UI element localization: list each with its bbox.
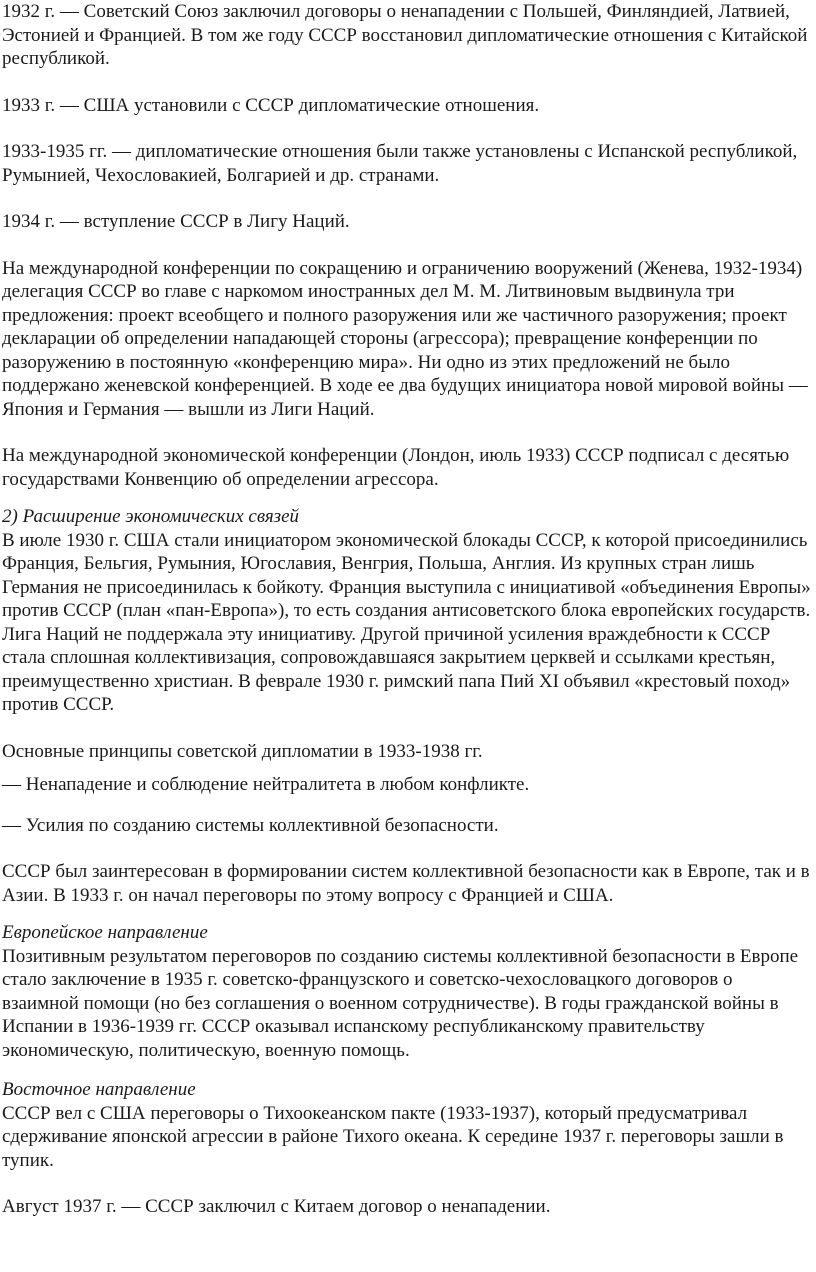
paragraph-london-conference: На международной экономической конференции (Лондон, июль 1933) СССР подписал с десятью государствами Конвенцию об определении агрессора.	[2, 445, 790, 490]
principles-summary: СССР был заинтересован в формировании систем коллективной безопасности как в Европе, так и в Азии. В 1933 г. он начал переговоры по этому вопросу с Францией и США.	[2, 861, 810, 906]
section-economic-text: В июле 1930 г. США стали инициатором экономической блокады СССР, к которой присоединились Франция, Бельгия, Румыния, Югославия, Венгрия, Польша, Англия. Из крупных стран лишь Германия не присоединилась к бойкоту. Франция выступила с инициативой «объединения Европы» против СССР (план «пан-Европа»), то есть создания антисоветского блока европейских государств. Лига Наций не поддержала эту инициативу. Другой причиной усиления враждебности к СССР стала сплошная коллективизация, сопровождавшаяся закрытием церквей и ссылками крестьян, преимущественно христиан. В феврале 1930 г. римский папа Пий XI объявил «крестовый поход» против СССР.	[2, 529, 811, 715]
paragraph-1933: 1933 г. — США установили с СССР дипломатические отношения.	[2, 94, 540, 116]
principles-heading: Основные принципы советской дипломатии в 1933-1938 гг.	[2, 740, 483, 762]
paragraph-1932: 1932 г. — Советский Союз заключил договоры о ненападении с Польшей, Финляндией, Латвией, Эстонией и Францией. В том же году СССР восстановил дипломатические отношения с Китайской республикой.	[2, 1, 808, 69]
section-economic-heading	[2, 505, 814, 529]
section-east-heading	[2, 1078, 814, 1102]
section-europe-heading-text: Европейское направление	[2, 922, 208, 943]
principle-item-collective-security: — Усилия по созданию системы коллективной безопасности.	[2, 814, 499, 836]
section-east-heading-text: Восточное направление	[2, 1079, 196, 1100]
section-economic-heading-text: 2) Расширение экономических связей	[2, 506, 300, 527]
section-europe-heading	[2, 921, 814, 945]
section-east-text: СССР вел с США переговоры о Тихоокеанском пакте (1933-1937), который предусматривал сдерживание японской агрессии в районе Тихого океана. К середине 1937 г. переговоры зашли в тупик.	[2, 1102, 784, 1171]
paragraph-geneva-conference: На международной конференции по сокращению и ограничению вооружений (Женева, 1932-1934) делегация СССР во главе с наркомом иностранных дел М. М. Литвиновым выдвинула три предложения: проект всеобщего и полного разоружения или же частичного разоружения; проект декларации об определении нападающей стороны (агрессора); превращение конференции по разоружению в постоянную «конференцию мира». Ни одно из этих предложений не было поддержано женевской конференцией. В ходе ее два будущих инициатора новой мировой войны — Япония и Германия — вышли из Лиги Наций.	[2, 257, 808, 420]
paragraph-1934: 1934 г. — вступление СССР в Лигу Наций.	[2, 211, 350, 232]
section-europe-text: Позитивным результатом переговоров по созданию системы коллективной безопасности в Европе стало заключение в 1935 г. советско-французского и советско-чехословацкого договоров о взаимной помощи (но без соглашения о военном сотрудничестве). В годы гражданской войны в Испании в 1936-1939 гг. СССР оказывал испанскому республиканскому правительству экономическую, политическую, военную помощь.	[2, 945, 799, 1061]
closing-paragraph: Август 1937 г. — СССР заключил с Китаем договор о ненападении.	[2, 1196, 551, 1217]
paragraph-1933-1935: 1933-1935 гг. — дипломатические отношения были также установлены с Испанской республикой, Румынией, Чехословакией, Болгарией и др. странами.	[2, 141, 798, 186]
principle-item-nonaggression: — Ненападение и соблюдение нейтралитета в любом конфликте.	[2, 774, 530, 795]
